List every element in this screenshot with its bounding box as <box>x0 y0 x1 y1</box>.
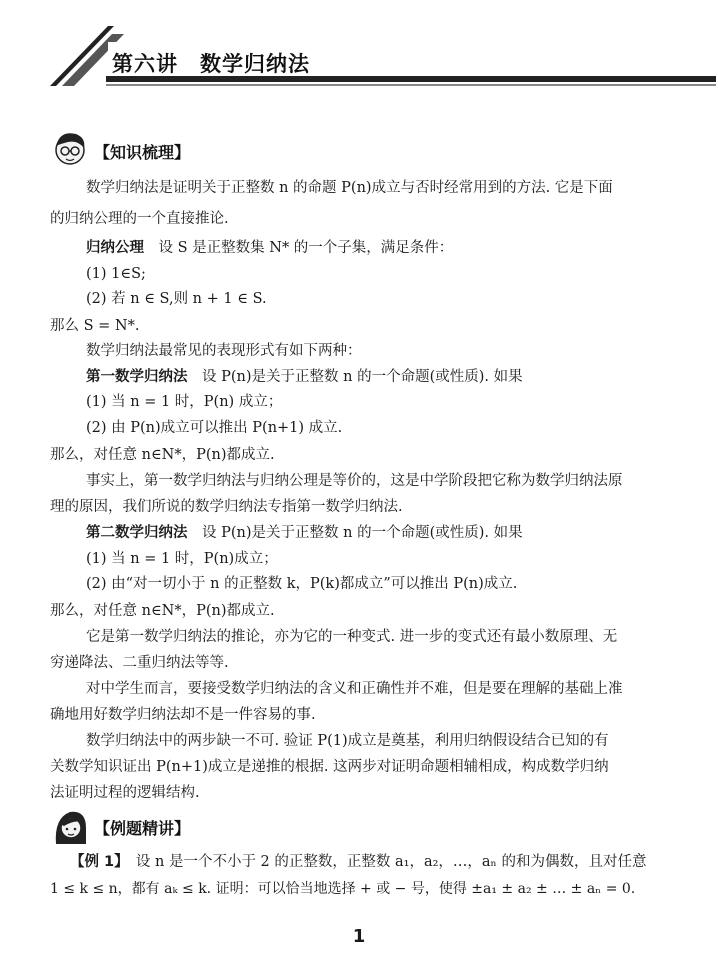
cartoon-teacher-icon <box>50 804 94 848</box>
condition-item: (1) 当 n = 1 时，P(n)成立； <box>86 551 278 567</box>
paragraph-line: 数学归纳法最常见的表现形式有如下两种： <box>86 343 362 359</box>
paragraph-line: 理的原因，我们所说的数学归纳法专指第一数学归纳法. <box>50 499 403 515</box>
chapter-header <box>0 0 718 100</box>
paragraph-line: 数学归纳法是证明关于正整数 n 的命题 P(n)成立与否时经常用到的方法. 它是下面 <box>86 180 613 196</box>
paragraph-line: 数学归纳法中的两步缺一不可. 验证 P(1)成立是奠基，利用归纳假设结合已知的有 <box>86 733 609 749</box>
paragraph-line: 穷递降法、二重归纳法等等. <box>50 655 229 671</box>
paragraph-line: 它是第一数学归纳法的推论，亦为它的一种变式. 进一步的变式还有最小数原理、无 <box>86 629 618 645</box>
example-1-line <box>70 852 646 872</box>
example-1-label: 【例 1】 <box>70 854 129 870</box>
paragraph-line: 关数学知识证出 P(n+1)成立是递推的根据. 这两步对证明命题相辅相成，构成数学归纳 <box>50 759 609 775</box>
paragraph-line: 事实上，第一数学归纳法与归纳公理是等价的，这是中学阶段把它称为数学归纳法原 <box>86 473 623 489</box>
term-first-induction: 第一数学归纳法 <box>86 369 188 385</box>
paragraph-line: 那么，对任意 n∈N*，P(n)都成立. <box>50 447 275 463</box>
section-label-examples: 【例题精讲】 <box>94 819 191 838</box>
paragraph-line: 那么 S = N*. <box>50 318 140 334</box>
cartoon-student-icon <box>50 128 94 172</box>
paragraph-text: 设 n 是一个不小于 2 的正整数，正整数 a₁，a₂，…，aₙ 的和为偶数，且对任意 <box>135 854 647 870</box>
condition-item: (2) 若 n ∈ S,则 n + 1 ∈ S. <box>86 291 267 307</box>
paragraph-text: 设 S 是正整数集 N* 的一个子集，满足条件： <box>158 240 454 256</box>
paragraph-line: 1 ≤ k ≤ n，都有 aₖ ≤ k. 证明：可以恰当地选择 + 或 − 号，使得 ±a₁ ± a₂ ± … ± aₙ = 0. <box>50 881 636 897</box>
condition-item: (1) 当 n = 1 时，P(n) 成立； <box>86 394 283 410</box>
condition-item: (2) 由“对一切小于 n 的正整数 k，P(k)都成立”可以推出 P(n)成立. <box>86 576 518 592</box>
condition-item: (1) 1∈S; <box>86 266 146 282</box>
second-induction-line <box>86 523 523 543</box>
axiom-line <box>86 238 453 258</box>
term-second-induction: 第二数学归纳法 <box>86 525 188 541</box>
paragraph-line: 的归纳公理的一个直接推论. <box>50 211 229 227</box>
page-number: 1 <box>352 926 366 947</box>
section-examples <box>50 804 310 848</box>
paragraph-line: 那么，对任意 n∈N*，P(n)都成立. <box>50 603 275 619</box>
paragraph-line: 对中学生而言，要接受数学归纳法的含义和正确性并不难，但是要在理解的基础上准 <box>86 681 623 697</box>
section-label-knowledge: 【知识梳理】 <box>94 143 191 162</box>
term-axiom: 归纳公理 <box>86 240 144 256</box>
paragraph-text: 设 P(n)是关于正整数 n 的一个命题(或性质). 如果 <box>202 525 523 541</box>
first-induction-line <box>86 367 523 387</box>
paragraph-text: 设 P(n)是关于正整数 n 的一个命题(或性质). 如果 <box>202 369 523 385</box>
paragraph-line: 法证明过程的逻辑结构. <box>50 785 200 801</box>
condition-item: (2) 由 P(n)成立可以推出 P(n+1) 成立. <box>86 420 343 436</box>
paragraph-line: 确地用好数学归纳法却不是一件容易的事. <box>50 707 316 723</box>
section-knowledge <box>50 128 310 172</box>
header-banner-graphic <box>0 0 718 100</box>
chapter-title: 第六讲 数学归纳法 <box>112 52 310 76</box>
